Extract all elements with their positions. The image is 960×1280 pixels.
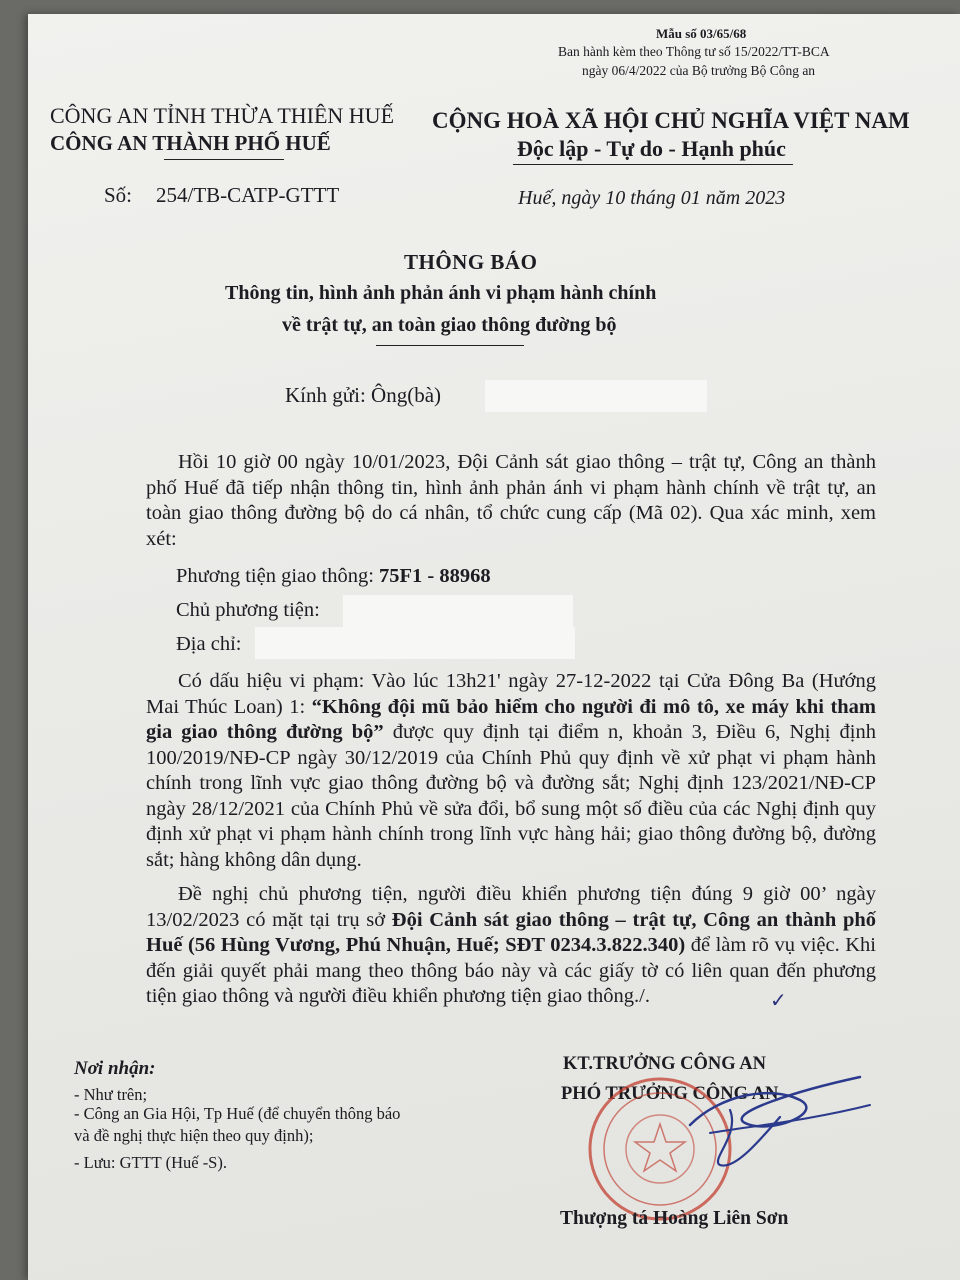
subtitle-underline bbox=[376, 345, 524, 346]
place-date: Huế, ngày 10 tháng 01 năm 2023 bbox=[518, 187, 786, 209]
document-subtitle-2: về trật tự, an toàn giao thông đường bộ bbox=[282, 314, 617, 336]
owner-label: Chủ phương tiện: bbox=[176, 599, 320, 621]
motto-underline bbox=[513, 164, 793, 165]
national-motto: Độc lập - Tự do - Hạnh phúc bbox=[517, 136, 786, 161]
paragraph-intro-text: Hồi 10 giờ 00 ngày 10/01/2023, Đội Cảnh sát giao thông – trật tự, Công an thành phố Huế đã tiếp nhận thông tin, hình ảnh phản ánh vi phạm hành chính về trật tự, an toàn giao thông đường bộ do cá nhân, tổ chức cung cấp (Mã 02). Qua xác minh, xem xét: bbox=[146, 451, 876, 550]
agency-underline bbox=[164, 159, 284, 160]
document-number bbox=[104, 183, 339, 208]
document-number-label: Số: bbox=[104, 183, 133, 207]
signer-name: Thượng tá Hoàng Liên Sơn bbox=[560, 1208, 789, 1229]
recipients-title: Nơi nhận: bbox=[74, 1058, 156, 1079]
signature-title-2: PHÓ TRƯỞNG CÔNG AN bbox=[561, 1084, 779, 1104]
national-title: CỘNG HOÀ XÃ HỘI CHỦ NGHĨA VIỆT NAM bbox=[432, 108, 910, 133]
recipient-item: - Công an Gia Hội, Tp Huế (để chuyển thông báo bbox=[74, 1104, 401, 1123]
owner-line bbox=[176, 599, 320, 622]
document-subtitle-1: Thông tin, hình ảnh phản ánh vi phạm hành chính bbox=[225, 282, 657, 304]
paragraph-intro bbox=[146, 450, 876, 552]
handwritten-signature-icon bbox=[650, 1065, 880, 1175]
violation-description: “Không đội mũ bảo hiểm cho người đi mô tô, xe máy khi tham gia giao thông đường bộ” bbox=[146, 695, 876, 743]
vehicle-line bbox=[176, 565, 491, 588]
recipient-item: và đề nghị thực hiện theo quy định); bbox=[74, 1126, 314, 1145]
address-label: Địa chỉ: bbox=[176, 633, 242, 655]
signature-title-1: KT.TRƯỞNG CÔNG AN bbox=[563, 1054, 766, 1074]
greeting: Kính gửi: Ông(bà) bbox=[285, 383, 442, 407]
vehicle-plate: 75F1 - 88968 bbox=[379, 565, 491, 587]
request-intro: Đề nghị chủ phương tiện, người điều khiển phương tiện đúng 9 giờ 00’ ngày 13/02/2023 có mặt tại trụ sở bbox=[146, 883, 876, 931]
recipient-item: - Lưu: GTTT (Huế -S). bbox=[74, 1153, 227, 1172]
document-title: THÔNG BÁO bbox=[404, 250, 538, 274]
violation-legal-basis: được quy định tại điểm n, khoản 3, Điều 6, Nghị định 100/2019/NĐ-CP ngày 30/12/2019 của Chính Phủ quy định về xử phạt vi phạm hành chính trong lĩnh vực giao thông đường bộ và đường sắt; Nghị định 123/2021/NĐ-CP ngày 28/12/2021 của Chính Phủ về sửa đổi, bổ sung một số điều của các Nghị định quy định xử phạt vi phạm hành chính trong lĩnh vực hàng hải; giao thông đường bộ, đường sắt; hàng không dân dụng. bbox=[146, 721, 876, 871]
violation-intro: Có dấu hiệu vi phạm: Vào lúc 13h21' ngày 27-12-2022 tại Cửa Đông Ba (Hướng Mai Thúc Loan) 1: bbox=[146, 670, 876, 718]
vehicle-label: Phương tiện giao thông: bbox=[176, 565, 374, 587]
form-code: Mẫu số 03/65/68 bbox=[656, 26, 747, 41]
agency-name: CÔNG AN THÀNH PHỐ HUẾ bbox=[50, 131, 331, 155]
agency-parent: CÔNG AN TỈNH THỪA THIÊN HUẾ bbox=[50, 103, 395, 128]
redaction-box bbox=[343, 595, 573, 629]
form-issued-line-1: Ban hành kèm theo Thông tư số 15/2022/TT-BCA bbox=[558, 44, 830, 59]
recipient-item: - Như trên; bbox=[74, 1085, 148, 1104]
request-details: để làm rõ vụ việc. Khi đến giải quyết phải mang theo thông báo này và các giấy tờ có liên quan đến phương tiện giao thông và người điều khiển phương tiện giao thông./. bbox=[146, 934, 877, 1007]
office-address: Đội Cảnh sát giao thông – trật tự, Công an thành phố Huế (56 Hùng Vương, Phú Nhuận, Huế; SĐT 0234.3.822.340) bbox=[146, 908, 876, 956]
ink-check-mark: ✓ bbox=[770, 990, 787, 1012]
document-number-value: 254/TB-CATP-GTTT bbox=[156, 183, 340, 207]
paragraph-violation bbox=[146, 669, 876, 873]
redaction-box bbox=[255, 627, 575, 659]
form-issued-line-2: ngày 06/4/2022 của Bộ trưởng Bộ Công an bbox=[582, 63, 816, 78]
paragraph-request bbox=[146, 882, 876, 1010]
address-line bbox=[176, 633, 241, 656]
redaction-box bbox=[485, 380, 707, 412]
